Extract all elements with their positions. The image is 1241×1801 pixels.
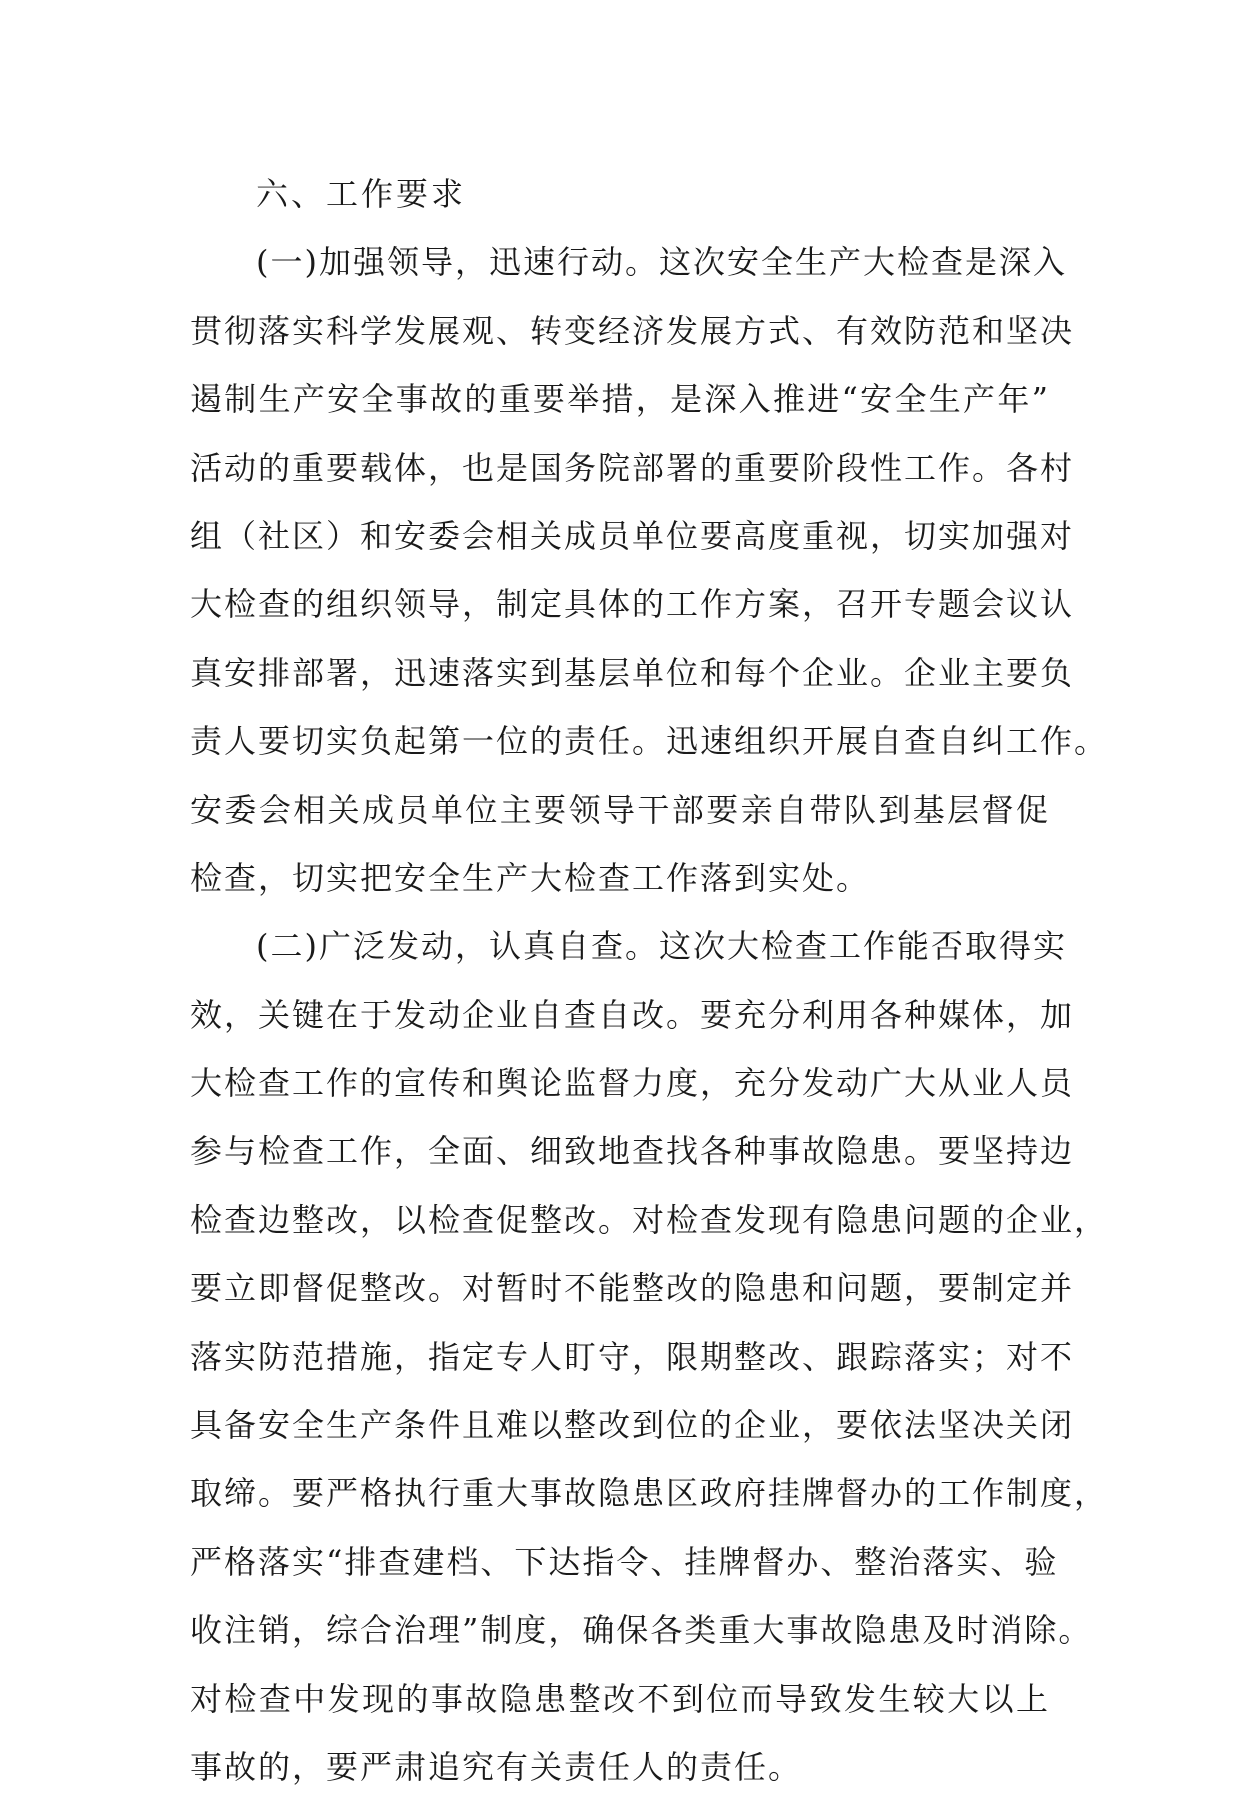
paragraph-line: 活动的重要载体，也是国务院部署的重要阶段性工作。各村 [190, 448, 1075, 487]
paragraph-line: 具备安全生产条件且难以整改到位的企业，要依法坚决关闭 [190, 1406, 1075, 1445]
paragraph-line: 落实防范措施，指定专人盯守，限期整改、跟踪落实；对不 [190, 1337, 1075, 1376]
paragraph-line: (二)广泛发动，认真自查。这次大检查工作能否取得实 [256, 927, 1067, 966]
paragraph-line: 大检查的组织领导，制定具体的工作方案，召开专题会议认 [190, 585, 1075, 624]
paragraph-line: 大检查工作的宣传和舆论监督力度，充分发动广大从业人员 [190, 1064, 1075, 1103]
document-body [190, 160, 1109, 1801]
paragraph-line: 遏制生产安全事故的重要举措，是深入推进“安全生产年” [190, 380, 1050, 419]
paragraph-line: 事故的，要严肃追究有关责任人的责任。 [190, 1747, 803, 1786]
paragraph-line: 参与检查工作，全面、细致地查找各种事故隐患。要坚持边 [190, 1132, 1075, 1171]
paragraph-line: 责人要切实负起第一位的责任。迅速组织开展自查自纠工作。 [190, 722, 1109, 761]
paragraph-line: 对检查中发现的事故隐患整改不到位而导致发生较大以上 [190, 1679, 1050, 1718]
paragraph-line: 严格落实“排查建档、下达指令、挂牌督办、整治落实、验 [190, 1542, 1059, 1581]
paragraph-line: 效，关键在于发动企业自查自改。要充分利用各种媒体，加 [190, 995, 1075, 1034]
section-heading: 六、工作要求 [256, 175, 467, 213]
paragraph-line: 检查边整改，以检查促整改。对检查发现有隐患问题的企业， [190, 1200, 1109, 1239]
paragraph-1 [190, 228, 1109, 912]
paragraph-line: 贯彻落实科学发展观、转变经济发展方式、有效防范和坚决 [190, 311, 1075, 350]
paragraph-line: 取缔。要严格执行重大事故隐患区政府挂牌督办的工作制度， [190, 1474, 1109, 1513]
paragraph-line: 检查，切实把安全生产大检查工作落到实处。 [190, 858, 871, 897]
paragraph-line: 组（社区）和安委会相关成员单位要高度重视，切实加强对 [190, 516, 1075, 555]
paragraph-2 [190, 912, 1109, 1801]
paragraph-line: 收注销，综合治理”制度，确保各类重大事故隐患及时消除。 [190, 1611, 1093, 1650]
paragraph-line: 安委会相关成员单位主要领导干部要亲自带队到基层督促 [190, 790, 1050, 829]
paragraph-line: 要立即督促整改。对暂时不能整改的隐患和问题，要制定并 [190, 1269, 1075, 1308]
paragraph-line: (一)加强领导，迅速行动。这次安全生产大检查是深入 [256, 243, 1067, 282]
paragraph-line: 真安排部署，迅速落实到基层单位和每个企业。企业主要负 [190, 653, 1075, 692]
